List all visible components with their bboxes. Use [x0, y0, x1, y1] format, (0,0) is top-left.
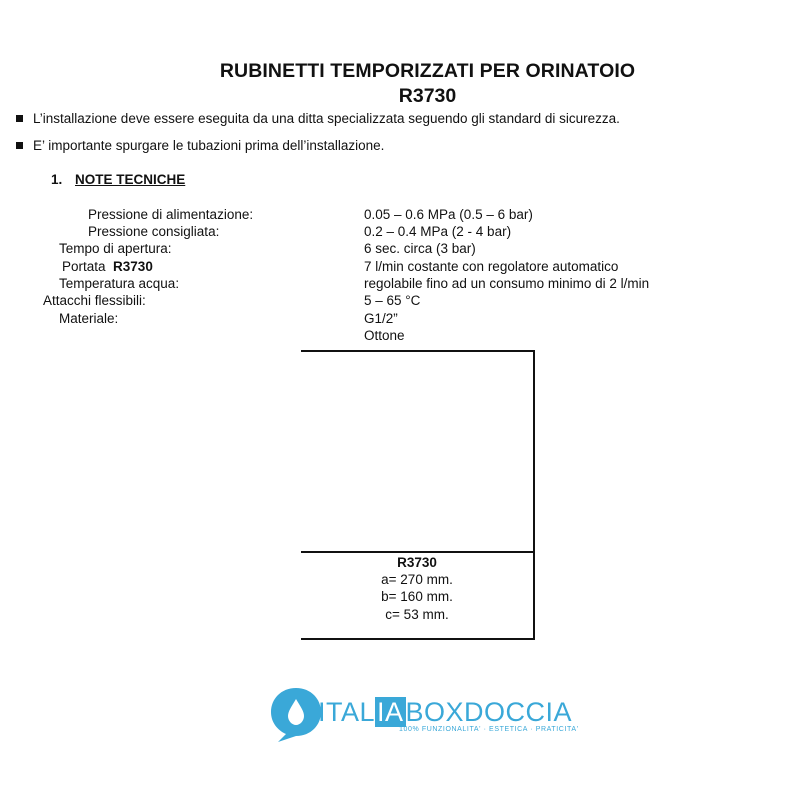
spec-value: 0.2 – 0.4 MPa (2 - 4 bar) — [364, 224, 512, 239]
brand-part-ital: ITAL — [318, 697, 376, 727]
portata-code: R3730 — [113, 259, 153, 274]
bullet-item-purge — [16, 138, 384, 153]
brand-tagline: 100% FUNZIONALITA' · ESTETICA · PRATICITA' — [399, 726, 579, 733]
portata-label-text: Portata — [62, 259, 106, 274]
dimension-c: c= 53 mm. — [385, 607, 449, 622]
dimension-model: R3730 — [397, 555, 437, 570]
spec-value: Ottone — [364, 328, 405, 343]
spec-label-pressione-alimentazione: Pressione di alimentazione: — [88, 207, 254, 222]
brand-name — [318, 697, 572, 728]
drawing-box-right-border — [533, 350, 535, 640]
spec-value: 7 l/min costante con regolatore automatico — [364, 259, 619, 274]
drawing-box-top-border — [301, 350, 535, 352]
product-code-title: R3730 — [398, 85, 457, 107]
bullet-text: E’ importante spurgare le tubazioni prima dell’installazione. — [33, 138, 385, 153]
brand-part-boxdoccia: BOXDOCCIA — [405, 697, 573, 727]
spec-value: 6 sec. circa (3 bar) — [364, 241, 476, 256]
square-bullet-icon — [16, 142, 23, 149]
spec-value: G1/2” — [364, 311, 398, 326]
bullet-item-installation — [16, 111, 620, 126]
section-number: 1. — [51, 172, 63, 187]
spec-label-materiale: Materiale: — [59, 311, 119, 326]
dimension-b: b= 160 mm. — [381, 589, 453, 604]
spec-label-portata — [62, 259, 153, 274]
page-title: RUBINETTI TEMPORIZZATI PER ORINATOIO — [219, 60, 636, 82]
spec-label-temperatura: Temperatura acqua: — [59, 276, 180, 291]
spec-label-pressione-consigliata: Pressione consigliata: — [88, 224, 220, 239]
dimension-a: a= 270 mm. — [381, 572, 453, 587]
spec-value: 5 – 65 °C — [364, 293, 421, 308]
spec-value: 0.05 – 0.6 MPa (0.5 – 6 bar) — [364, 207, 533, 222]
spec-value: regolabile fino ad un consumo minimo di 2 l/min — [364, 276, 650, 291]
section-title: NOTE TECNICHE — [75, 172, 186, 187]
spec-label-attacchi: Attacchi flessibili: — [43, 293, 146, 308]
bullet-text: L’installazione deve essere eseguita da una ditta specializzata seguendo gli standard di sicurezza. — [33, 111, 620, 126]
drawing-box-bottom-border — [301, 638, 535, 640]
brand-part-ia: IA — [377, 697, 404, 727]
drawing-box-divider — [301, 551, 535, 553]
square-bullet-icon — [16, 115, 23, 122]
spec-label-tempo-apertura: Tempo di apertura: — [59, 241, 172, 256]
